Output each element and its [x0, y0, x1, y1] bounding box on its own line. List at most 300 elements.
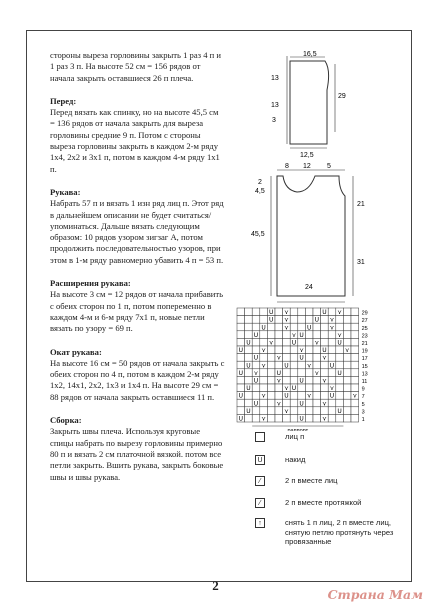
- chart-cell: [321, 407, 329, 415]
- chart-cell: [245, 331, 253, 339]
- section-4: [50, 415, 225, 483]
- chart-cell: [336, 361, 344, 369]
- sleeve-bottom-left-label: 3: [272, 117, 276, 124]
- chart-cell: [305, 376, 313, 384]
- chart-symbol: U: [246, 385, 251, 393]
- chart-cell: [321, 338, 329, 346]
- chart-cell: [305, 399, 313, 407]
- chart-symbol: ⋎: [261, 362, 266, 370]
- section-body: Перед вязать как спинку, но на высоте 45,5 см = 136 рядов от начала закрыть для выреза горловины средние 9 п. Потом с стороны выреза горловины закрыть в каждом 2-м ряду 1х4, 2х2 и 3х1 п, потом в каждом 4-м ряду 1х1 п.: [50, 107, 220, 174]
- chart-row-number: 3: [361, 409, 365, 416]
- chart-cell: [343, 384, 351, 392]
- sleeve-schematic: [287, 56, 335, 148]
- chart-cell: [267, 392, 275, 400]
- chart-symbol: ⋎: [337, 309, 342, 317]
- chart-cell: [298, 361, 306, 369]
- chart-cell: [283, 346, 291, 354]
- chart-cell: [328, 369, 336, 377]
- chart-cell: [343, 354, 351, 362]
- chart-symbol: U: [337, 407, 342, 415]
- chart-symbol: U: [322, 347, 327, 355]
- section-3: [50, 347, 225, 403]
- section-0: [50, 96, 225, 175]
- chart-cell: [267, 384, 275, 392]
- chart-cell: [351, 399, 359, 407]
- chart-cell: [343, 392, 351, 400]
- chart-cell: [305, 316, 313, 324]
- chart-cell: [267, 346, 275, 354]
- chart-cell: [267, 414, 275, 422]
- chart-cell: [290, 308, 298, 316]
- chart-symbol: U: [276, 369, 282, 377]
- chart-cell: [260, 407, 268, 415]
- chart-symbol: ⋎: [322, 415, 327, 423]
- body-neck-a-label: 2: [258, 179, 262, 186]
- chart-cell: [336, 384, 344, 392]
- chart-cell: [260, 316, 268, 324]
- chart-cell: [313, 376, 321, 384]
- chart-cell: [245, 414, 253, 422]
- chart-symbol: U: [253, 354, 259, 362]
- chart-cell: [343, 376, 351, 384]
- chart-symbol: U: [306, 324, 312, 332]
- chart-cell: [336, 376, 344, 384]
- yarn-over-icon: U: [255, 455, 265, 465]
- chart-cell: [351, 346, 359, 354]
- chart-cell: [252, 316, 260, 324]
- sl1-k2tog-psso-icon: ↑: [255, 518, 265, 528]
- stitch-chart: [233, 306, 413, 436]
- chart-symbol: ⋎: [284, 385, 289, 393]
- chart-symbol: ⋎: [329, 316, 335, 324]
- chart-cell: [237, 376, 245, 384]
- chart-symbol: ⋎: [322, 377, 327, 385]
- chart-cell: [321, 361, 329, 369]
- chart-cell: [351, 323, 359, 331]
- chart-cell: [245, 316, 253, 324]
- sleeve-top-label: 16,5: [303, 51, 317, 58]
- body-top-left-label: 8: [285, 163, 289, 170]
- chart-symbol: ⋎: [284, 407, 289, 415]
- chart-cell: [313, 392, 321, 400]
- chart-symbol: ⋎: [306, 362, 312, 370]
- chart-cell: [260, 331, 268, 339]
- chart-cell: [245, 376, 253, 384]
- chart-cell: [283, 399, 291, 407]
- chart-symbol: U: [268, 316, 274, 324]
- chart-cell: [252, 384, 260, 392]
- chart-cell: [313, 354, 321, 362]
- chart-cell: [351, 361, 359, 369]
- chart-cell: [351, 407, 359, 415]
- chart-symbol: ⋎: [253, 369, 259, 377]
- legend-text: лиц п: [285, 432, 305, 441]
- chart-row-number: 11: [361, 379, 368, 385]
- chart-cell: [237, 316, 245, 324]
- chart-cell: [305, 308, 313, 316]
- chart-symbol: U: [246, 339, 251, 347]
- chart-symbol: U: [238, 415, 244, 423]
- chart-cell: [275, 316, 283, 324]
- chart-cell: [252, 338, 260, 346]
- watermark-logo: Страна Мам: [327, 587, 423, 602]
- section-title: Расширения рукава:: [50, 278, 131, 289]
- chart-cell: [336, 399, 344, 407]
- chart-symbol: ⋎: [261, 392, 266, 400]
- chart-cell: [237, 331, 245, 339]
- chart-cell: [260, 384, 268, 392]
- chart-cell: [275, 407, 283, 415]
- chart-row-number: 7: [361, 394, 365, 401]
- section-1: [50, 187, 225, 266]
- chart-row-number: 5: [361, 401, 365, 408]
- chart-cell: [237, 308, 245, 316]
- legend-text: 2 п вместе протяжкой: [285, 498, 362, 507]
- chart-cell: [267, 407, 275, 415]
- chart-symbol: ⋎: [337, 331, 342, 339]
- sleeve-right-label: 29: [338, 93, 346, 100]
- chart-cell: [237, 323, 245, 331]
- legend-text: снять 1 п лиц, 2 п вместе лиц, снятую петлю протянуть через провязанные: [285, 518, 394, 546]
- page-number: 2: [212, 578, 219, 593]
- section-title: Рукава:: [50, 186, 81, 197]
- chart-cell: [267, 399, 275, 407]
- chart-cell: [343, 369, 351, 377]
- chart-cell: [252, 361, 260, 369]
- chart-cell: [313, 331, 321, 339]
- sleeve-left-lower-label: 13: [271, 102, 279, 109]
- chart-symbol: U: [299, 331, 304, 339]
- chart-symbol: ⋎: [261, 415, 266, 423]
- chart-symbol: ⋎: [284, 309, 289, 317]
- section-title: Перед:: [50, 95, 77, 106]
- chart-symbol: ⋎: [291, 331, 297, 339]
- chart-cell: [252, 346, 260, 354]
- chart-symbol: U: [299, 354, 304, 362]
- chart-cell: [275, 323, 283, 331]
- section-body: На высоте 16 см = 50 рядов от начала закрыть с обеих сторон по 4 п, потом в каждом 2-м ряду 1х2, 14х1, 2х2, 1х3 и 1х4 п. На высоте 29 см = 88 рядов от начала закрыть оставшиеся 11 п.: [50, 357, 225, 402]
- chart-symbol: U: [246, 362, 251, 370]
- chart-cell: [343, 316, 351, 324]
- chart-cell: [313, 346, 321, 354]
- k2tog-icon: ⁄: [255, 476, 265, 486]
- chart-cell: [328, 308, 336, 316]
- chart-cell: [290, 407, 298, 415]
- body-left-label: 45,5: [251, 231, 265, 238]
- chart-row-number: 1: [361, 417, 365, 423]
- chart-cell: [313, 407, 321, 415]
- section-body: Набрать 57 п и вязать 1 изн ряд лиц п. Этот ряд в дальнейшем описании не будет считаться/упоминаться. Дальше вязать следующим образом: 10 рядов узором зигзаг А, потом продолжить последовательностью узоров, при этом в 1-м ряду равномерно убавить 4 п = 53 п.: [50, 198, 224, 265]
- chart-cell: [313, 361, 321, 369]
- repeat-label: раппорт: [287, 428, 309, 431]
- k2tog-tbl-icon: ⁄: [255, 498, 265, 508]
- chart-cell: [336, 323, 344, 331]
- section-body: На высоте 3 см = 12 рядов от начала прибавить с обеих сторон по 1 п, потом попеременно в каждом 4-м и 6-м ряду 7х1 п, новые петли вязать по узору = 69 п.: [50, 289, 224, 334]
- body-top-mid-label: 12: [303, 163, 311, 170]
- chart-cell: [351, 308, 359, 316]
- chart-cell: [290, 392, 298, 400]
- chart-cell: [283, 354, 291, 362]
- chart-cell: [305, 407, 313, 415]
- chart-cell: [237, 384, 245, 392]
- chart-symbol: U: [284, 362, 289, 370]
- chart-symbol: U: [261, 324, 266, 332]
- chart-cell: [305, 338, 313, 346]
- body-top-right-label: 5: [327, 163, 331, 170]
- chart-cell: [283, 369, 291, 377]
- chart-cell: [328, 414, 336, 422]
- chart-cell: [305, 384, 313, 392]
- chart-cell: [260, 399, 268, 407]
- body-neck-b-label: 4,5: [255, 188, 265, 195]
- chart-cell: [351, 338, 359, 346]
- chart-cell: [351, 331, 359, 339]
- chart-cell: [351, 376, 359, 384]
- section-2: [50, 278, 225, 334]
- chart-cell: [290, 323, 298, 331]
- chart-symbol: U: [253, 400, 259, 408]
- chart-cell: [343, 407, 351, 415]
- chart-symbol: ⋎: [329, 385, 335, 393]
- chart-cell: [252, 308, 260, 316]
- instructions-column: [50, 50, 225, 483]
- chart-row-number: 9: [361, 386, 365, 393]
- chart-cell: [313, 399, 321, 407]
- body-bottom-label: 24: [305, 284, 313, 291]
- chart-cell: [343, 331, 351, 339]
- chart-symbol: U: [291, 339, 297, 347]
- chart-cell: [252, 407, 260, 415]
- chart-cell: [343, 361, 351, 369]
- chart-cell: [336, 392, 344, 400]
- chart-cell: [290, 346, 298, 354]
- chart-cell: [245, 392, 253, 400]
- chart-symbol: ⋎: [284, 324, 289, 332]
- chart-cell: [237, 399, 245, 407]
- chart-cell: [260, 369, 268, 377]
- chart-symbol: ⋎: [352, 392, 358, 400]
- chart-row-number: 19: [361, 348, 368, 355]
- chart-cell: [336, 346, 344, 354]
- chart-symbol: ⋎: [261, 347, 266, 355]
- chart-symbol: ⋎: [276, 354, 282, 362]
- chart-cell: [237, 354, 245, 362]
- chart-cell: [275, 331, 283, 339]
- chart-cell: [245, 323, 253, 331]
- legend-text: 2 п вместе лиц: [285, 476, 338, 485]
- chart-cell: [275, 392, 283, 400]
- sections-list: [50, 96, 225, 483]
- chart-cell: [237, 407, 245, 415]
- chart-cell: [252, 392, 260, 400]
- chart-symbol: U: [284, 392, 289, 400]
- chart-cell: [290, 354, 298, 362]
- chart-cell: [237, 338, 245, 346]
- chart-cell: [267, 369, 275, 377]
- section-title: Сборка:: [50, 415, 82, 426]
- chart-cell: [245, 369, 253, 377]
- chart-cell: [298, 316, 306, 324]
- chart-cell: [343, 414, 351, 422]
- chart-symbol: U: [337, 369, 342, 377]
- chart-cell: [305, 354, 313, 362]
- chart-row-number: 29: [361, 310, 368, 317]
- chart-cell: [328, 376, 336, 384]
- chart-cell: [351, 369, 359, 377]
- chart-cell: [321, 323, 329, 331]
- chart-symbol: U: [246, 407, 251, 415]
- chart-cell: [321, 369, 329, 377]
- chart-symbol: U: [238, 392, 244, 400]
- chart-cell: [328, 338, 336, 346]
- chart-cell: [275, 361, 283, 369]
- chart-cell: [260, 338, 268, 346]
- chart-symbol: U: [238, 369, 244, 377]
- chart-symbol: U: [299, 415, 304, 423]
- body-right-upper-label: 21: [357, 201, 365, 208]
- chart-symbol: ⋎: [314, 369, 320, 377]
- chart-cell: [313, 414, 321, 422]
- sleeve-left-upper-label: 13: [271, 75, 279, 82]
- chart-symbol: U: [299, 377, 304, 385]
- chart-cell: [336, 354, 344, 362]
- chart-symbol: ⋎: [344, 347, 350, 355]
- sleeve-bottom-label: 12,5: [300, 152, 314, 159]
- chart-cell: [343, 338, 351, 346]
- chart-cell: [283, 331, 291, 339]
- chart-cell: [305, 346, 313, 354]
- chart-cell: [336, 414, 344, 422]
- chart-symbol: ⋎: [276, 377, 282, 385]
- chart-cell: [260, 376, 268, 384]
- chart-row-number: 23: [361, 333, 368, 340]
- chart-cell: [290, 316, 298, 324]
- chart-row-number: 21: [361, 341, 368, 347]
- chart-cell: [313, 384, 321, 392]
- chart-cell: [298, 323, 306, 331]
- legend-text: накид: [285, 455, 306, 464]
- body-schematic: [271, 170, 353, 302]
- chart-cell: [313, 323, 321, 331]
- chart-cell: [351, 414, 359, 422]
- chart-cell: [245, 308, 253, 316]
- chart-row-number: 13: [361, 371, 368, 378]
- chart-cell: [252, 414, 260, 422]
- chart-symbol: U: [253, 377, 259, 385]
- chart-row-number: 25: [361, 325, 368, 332]
- pattern-diagrams: [235, 46, 415, 306]
- chart-row-number: 27: [361, 318, 368, 325]
- chart-cell: [321, 331, 329, 339]
- chart-cell: [328, 407, 336, 415]
- stitch-chart-svg: [233, 306, 413, 431]
- chart-symbol: U: [253, 331, 259, 339]
- chart-cell: [321, 392, 329, 400]
- chart-row-number: 17: [361, 356, 368, 363]
- chart-row-number: 15: [361, 363, 368, 370]
- chart-cell: [305, 414, 313, 422]
- chart-cell: [260, 354, 268, 362]
- chart-cell: [267, 376, 275, 384]
- chart-cell: [267, 323, 275, 331]
- chart-cell: [275, 384, 283, 392]
- chart-cell: [283, 414, 291, 422]
- chart-cell: [328, 399, 336, 407]
- chart-cell: [298, 308, 306, 316]
- chart-cell: [290, 361, 298, 369]
- chart-symbol: ⋎: [299, 347, 304, 355]
- chart-symbol: ⋎: [314, 339, 320, 347]
- chart-cell: [245, 346, 253, 354]
- chart-cell: [343, 399, 351, 407]
- chart-cell: [298, 384, 306, 392]
- chart-cell: [328, 346, 336, 354]
- intro-paragraph: стороны выреза горловины закрыть 1 раз 4 п и 1 раз 3 п. На высоте 52 см = 156 рядов от начала закрыть оставшиеся 26 п плеча.: [50, 50, 221, 83]
- schematics-svg: [235, 46, 415, 306]
- chart-cell: [321, 384, 329, 392]
- chart-cell: [321, 316, 329, 324]
- chart-cell: [290, 399, 298, 407]
- chart-cell: [313, 308, 321, 316]
- chart-cell: [305, 331, 313, 339]
- chart-cell: [298, 369, 306, 377]
- chart-symbol: U: [337, 339, 342, 347]
- chart-cell: [290, 414, 298, 422]
- chart-cell: [290, 369, 298, 377]
- chart-symbol: U: [291, 385, 297, 393]
- chart-cell: [245, 354, 253, 362]
- chart-symbol: U: [322, 309, 327, 317]
- chart-cell: [267, 331, 275, 339]
- chart-cell: [298, 392, 306, 400]
- chart-cell: [298, 407, 306, 415]
- chart-symbol: ⋎: [276, 400, 282, 408]
- chart-cell: [328, 331, 336, 339]
- chart-cell: [328, 354, 336, 362]
- chart-cell: [267, 361, 275, 369]
- chart-symbol: ⋎: [329, 324, 335, 332]
- chart-symbol: U: [329, 392, 335, 400]
- chart-symbol: U: [268, 309, 274, 317]
- chart-symbol: ⋎: [268, 339, 274, 347]
- section-body: Закрыть швы плеча. Используя круговые спицы набрать по вырезу горловины примерно 80 п и вязать 2 см платочной вязкой. потом все петли закрыть. Вшить рукава, закрыть боковые швы и швы рукава.: [50, 426, 224, 482]
- chart-cell: [267, 354, 275, 362]
- chart-symbol: U: [314, 316, 320, 324]
- chart-cell: [252, 323, 260, 331]
- chart-cell: [336, 316, 344, 324]
- chart-cell: [275, 346, 283, 354]
- chart-symbol: ⋎: [322, 400, 327, 408]
- chart-cell: [275, 308, 283, 316]
- section-title: Окат рукава:: [50, 346, 102, 357]
- empty-square-icon: [255, 432, 265, 442]
- body-right-lower-label: 31: [357, 259, 365, 266]
- chart-symbol: U: [238, 347, 244, 355]
- chart-cell: [298, 338, 306, 346]
- chart-cell: [351, 384, 359, 392]
- chart-symbol: ⋎: [306, 392, 312, 400]
- chart-cell: [343, 308, 351, 316]
- chart-cell: [290, 376, 298, 384]
- chart-symbol: ⋎: [284, 316, 289, 324]
- chart-cell: [305, 369, 313, 377]
- chart-cell: [351, 316, 359, 324]
- chart-symbol: U: [299, 400, 304, 408]
- chart-cell: [283, 376, 291, 384]
- chart-cell: [260, 308, 268, 316]
- chart-symbol: ⋎: [322, 354, 327, 362]
- chart-cell: [275, 414, 283, 422]
